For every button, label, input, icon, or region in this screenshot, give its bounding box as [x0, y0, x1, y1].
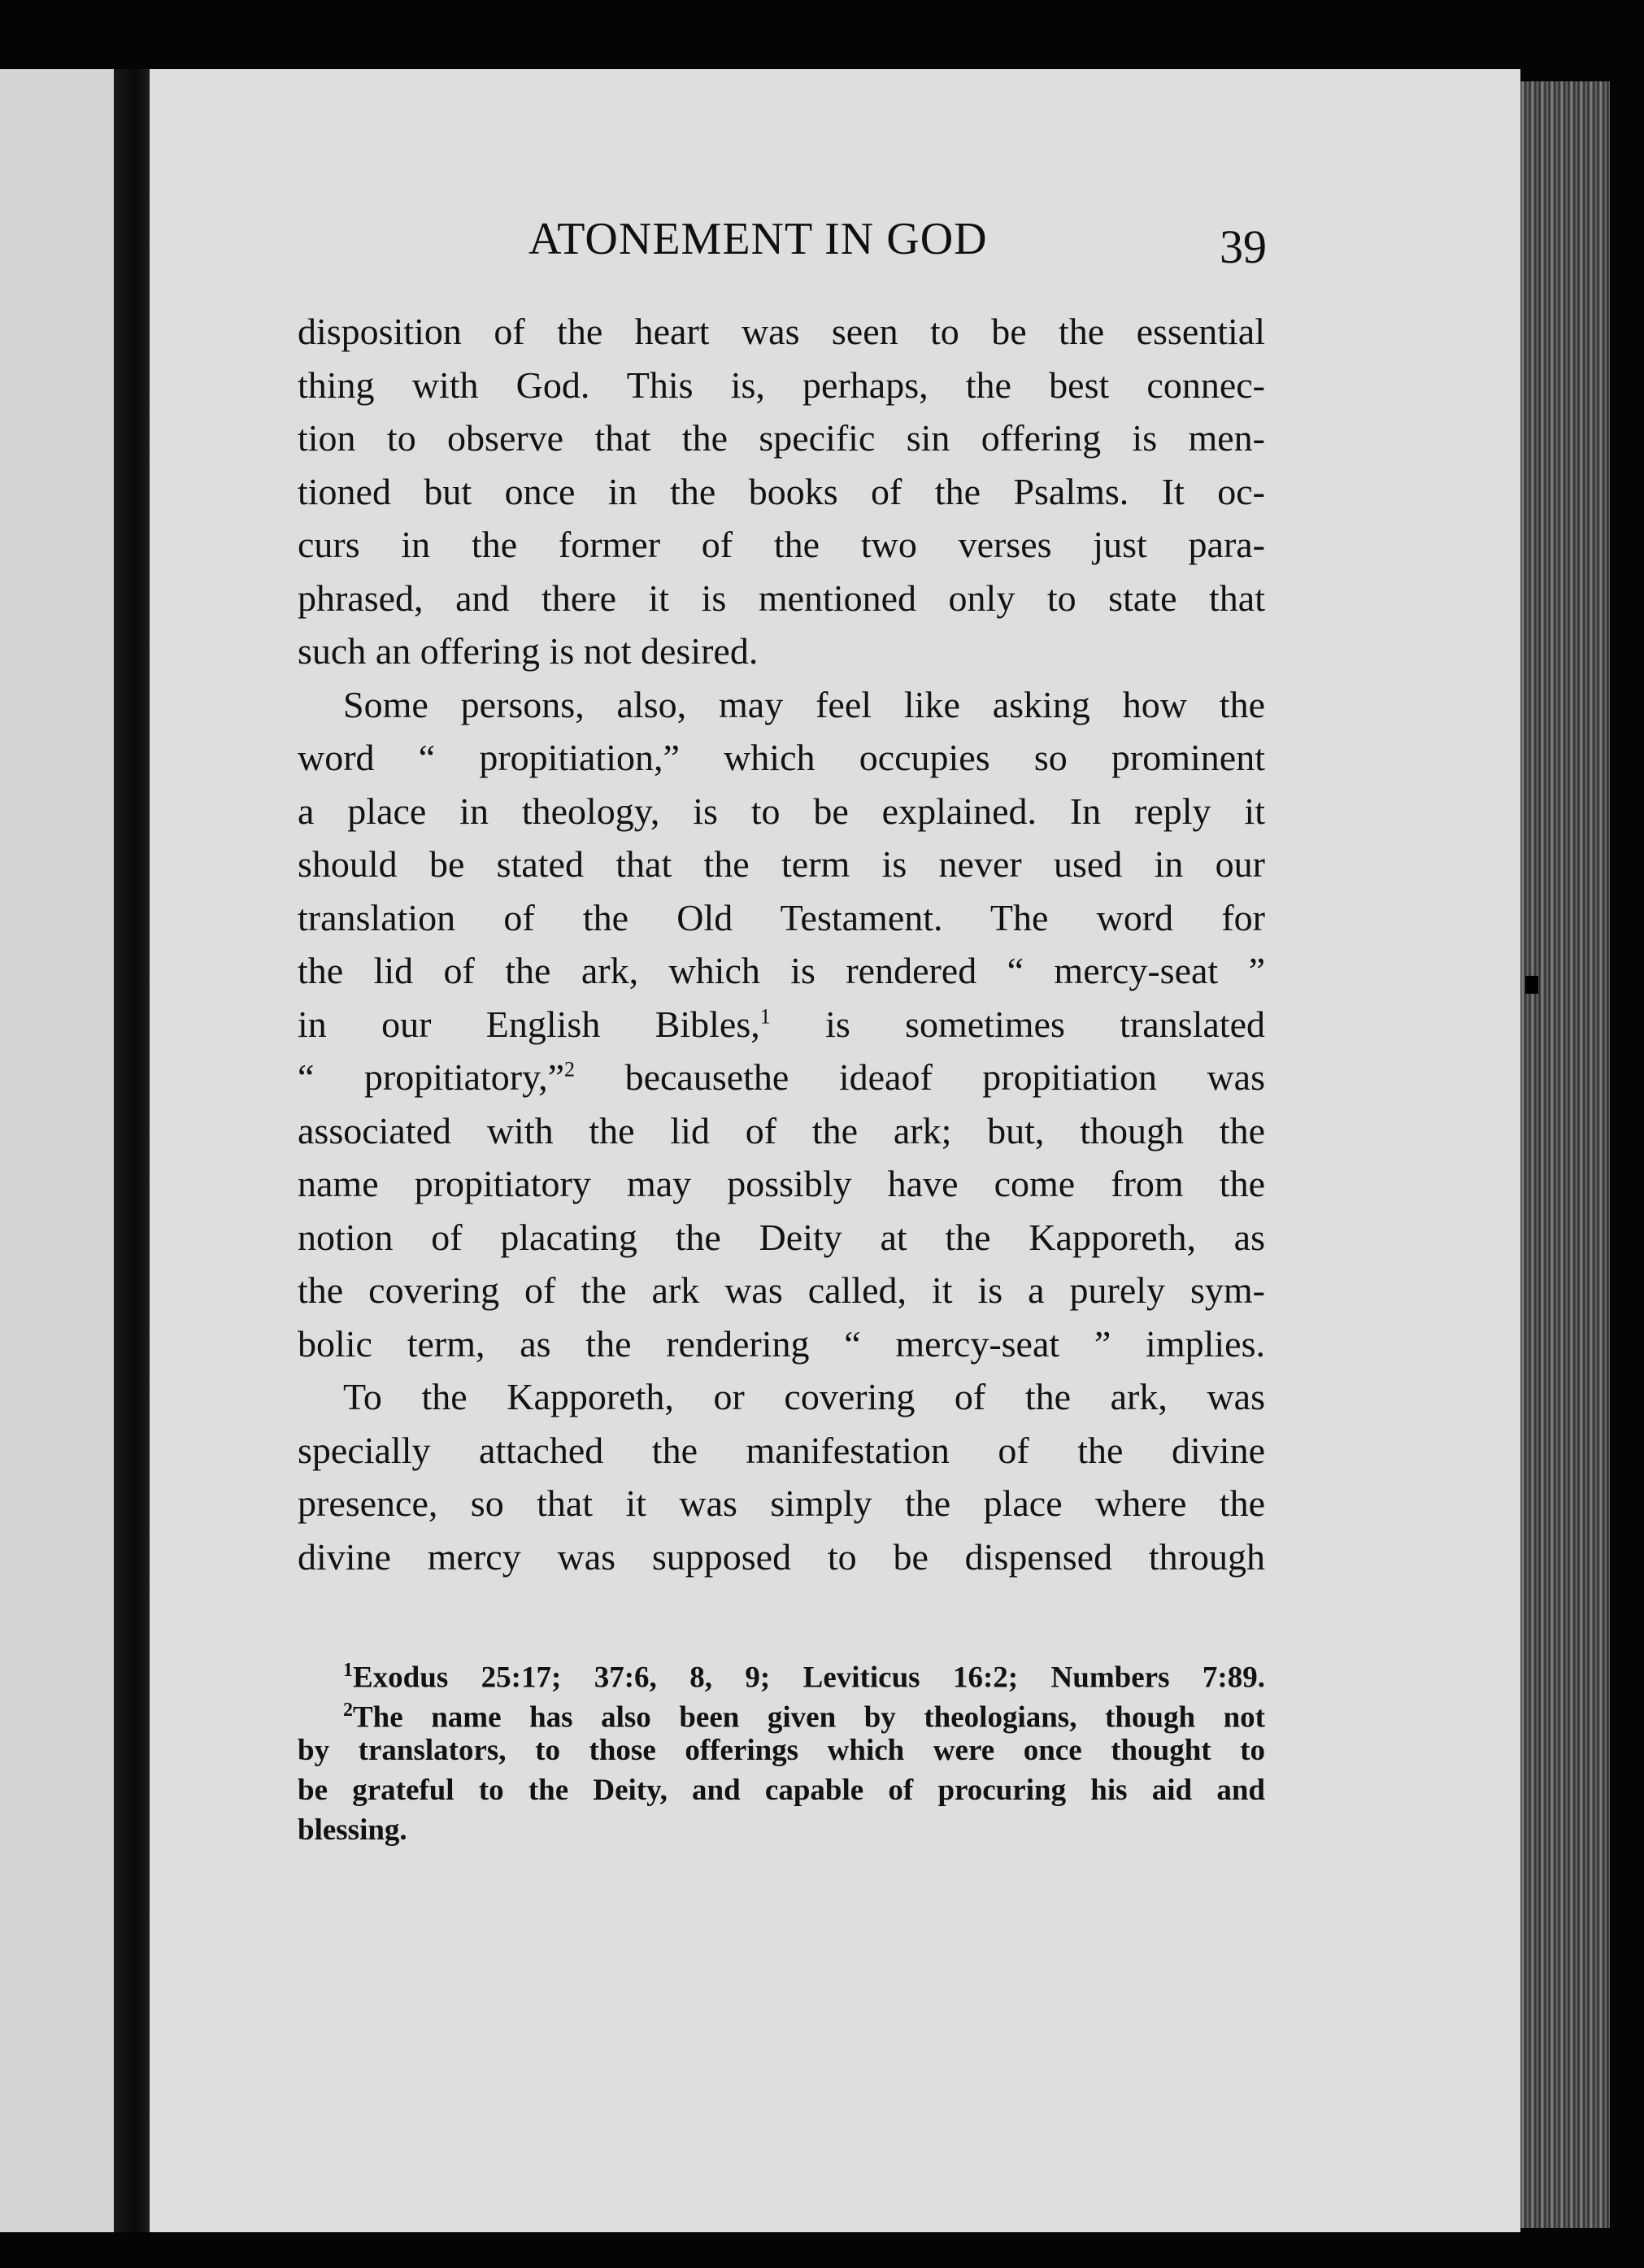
footnote-ref: 2 [564, 1057, 576, 1082]
text-line: bolic term, as the rendering “ mercy-seat ” implies. [298, 1322, 1265, 1365]
text-line: name propitiatory may possibly have come from the [298, 1163, 1265, 1204]
text-line: To the Kapporeth, or covering of the ark, was [343, 1376, 1265, 1417]
text-line: in our English Bibles,$^1$ is sometimes translated [298, 1003, 1265, 1045]
text-line: specially attached the manifestation of the divine [298, 1429, 1265, 1471]
book-gutter [114, 69, 150, 2232]
page-number: 39 [1220, 220, 1267, 273]
text-line: presence, so that it was simply the place where the [298, 1482, 1265, 1524]
text-line: a place in theology, is to be explained. In reply it [298, 790, 1265, 832]
text-line: tion to observe that the specific sin offering is men- [298, 417, 1265, 459]
text-line: should be stated that the term is never used in our [298, 843, 1265, 885]
text-line: word “ propitiation,” which occupies so prominent [298, 737, 1265, 778]
footnote-2-line: be grateful to the Deity, and capable of procuring his aid and [298, 1774, 1265, 1807]
facing-page-edge [0, 69, 114, 2232]
text-line: such an offering is not desired. [298, 630, 759, 672]
footnote-mark: 1 [343, 1660, 353, 1681]
page-edge-mark [1525, 976, 1538, 994]
footnote-1: $^1$Exodus 25:17; 37:6, 8, 9; Leviticus 16:2; Numbers 7:89. [343, 1660, 1265, 1695]
text-line: divine mercy was supposed to be dispensed through [298, 1535, 1265, 1578]
footnote-mark: 2 [343, 1700, 353, 1721]
text-line: associated with the lid of the ark; but, though the [298, 1109, 1265, 1151]
footnote-2: $^2$The name has also been given by theologians, though not [343, 1700, 1265, 1735]
text-line: Some persons, also, may feel like asking how the [343, 683, 1265, 725]
text-line: “ propitiatory,”$^2$ becausethe ideaof propitiation was [298, 1056, 1265, 1098]
text-line: thing with God. This is, perhaps, the best connec- [298, 363, 1265, 406]
text-line: curs in the former of the two verses just para- [298, 524, 1265, 565]
text-line: tioned but once in the books of the Psalms. It oc- [298, 470, 1265, 512]
body-text [298, 305, 1265, 1583]
footnote-2-line: by translators, to those offerings which were once thought to [298, 1734, 1265, 1767]
text-line: the lid of the ark, which is rendered “ mercy-seat ” [298, 950, 1265, 991]
footnote-ref: 1 [759, 1004, 771, 1029]
text-line: translation of the Old Testament. The word for [298, 896, 1265, 938]
running-head: ATONEMENT IN GOD [528, 214, 988, 264]
footnote-2-line: blessing. [298, 1813, 407, 1847]
text-line: phrased, and there it is mentioned only to state that [298, 577, 1265, 619]
text-line: notion of placating the Deity at the Kapporeth, as [298, 1216, 1265, 1258]
text-line: the covering of the ark was called, it is a purely sym- [298, 1269, 1265, 1311]
text-line: disposition of the heart was seen to be the essential [298, 311, 1265, 352]
footnotes [298, 1651, 1265, 1850]
page-block-edge [1520, 81, 1610, 2228]
